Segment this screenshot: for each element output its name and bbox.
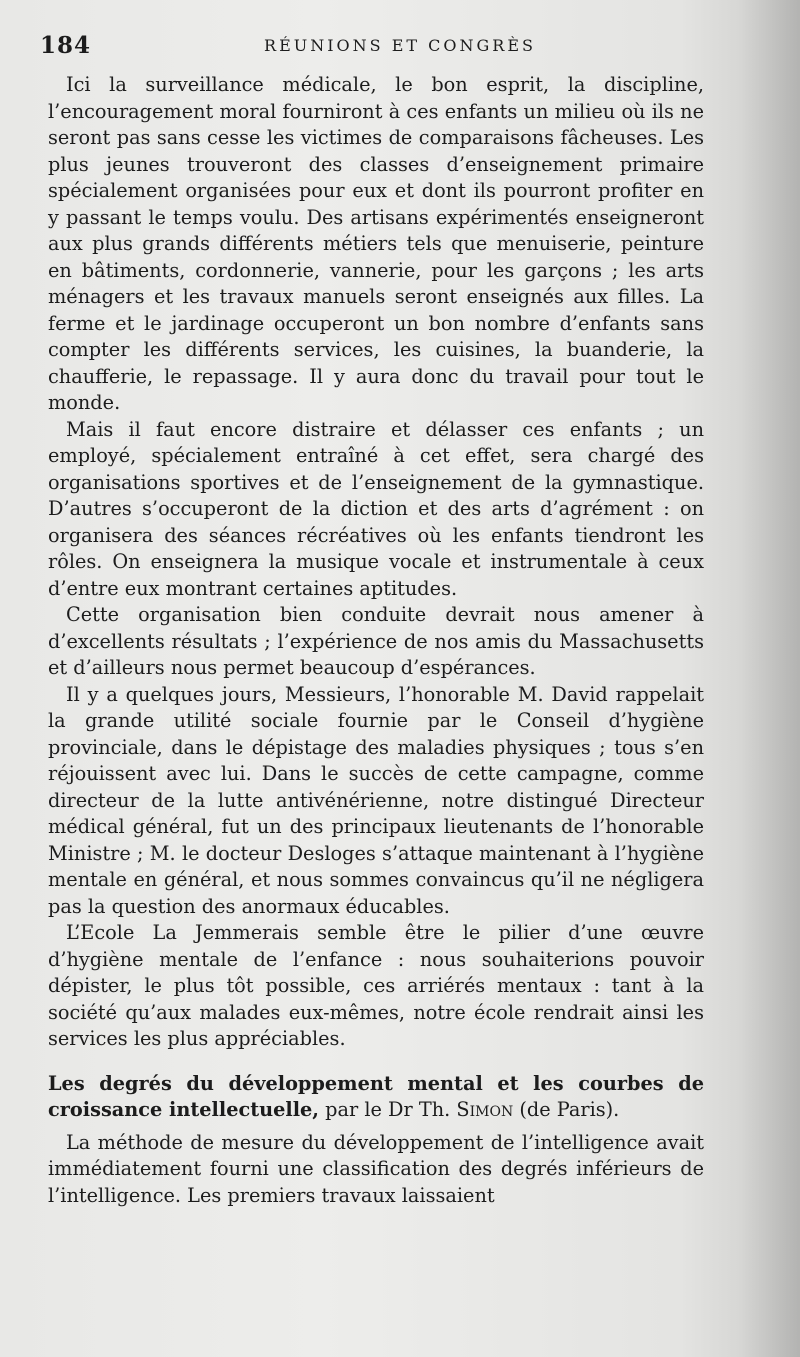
section-byline-prefix: par le Dr Th. [325, 1098, 451, 1121]
page-edge-shadow [740, 0, 800, 1357]
paragraph-methode: La méthode de mesure du développement de l’intelligence avait immédiatement fourni une classification des degrés inférieurs de l’intelligence. Les premiers travaux laissaient [48, 1130, 704, 1207]
page-number: 184 [40, 32, 92, 59]
paragraph-distraction: Mais il faut encore distraire et délasser ces enfants ; un employé, spécialement entraîné à cet effet, sera chargé des organisations sportives et de l’enseignement de la gymnastique. D’autres s’occuperont de la diction et des arts d’agrément : on organisera des séances récréatives où les enfants tiendront les rôles. On enseignera la musique vocale et instrumentale à ceux d’entre eux montrant certaines aptitudes. [48, 417, 704, 600]
paragraph-ecole: L’Ecole La Jemmerais semble être le pilier d’une œuvre d’hygiène mentale de l’enfance : nous souhaiterions pouvoir dépister, le plus tôt possible, ces arriérés mentaux : tant à la société qu’aux malades eux-mêmes, notre école rendrait ainsi les services les plus appréciables. [48, 921, 704, 1050]
paragraph-hygiene: Il y a quelques jours, Messieurs, l’honorable M. David rappelait la grande utilité sociale fournie par le Conseil d’hygiène provinciale, dans le dépistage des maladies physiques ; tous s’en réjouissent avec lui. Dans le succès de cette campagne, comme directeur de la lutte antivénérienne, notre distingué Directeur médical général, fut un des principaux lieutenants de l’honorable Ministre ; M. le docteur Desloges s’attaque maintenant à l’hygiène mentale en général, et nous sommes convaincus qu’il ne négligera pas la question des anormaux éducables. [48, 682, 704, 918]
running-title: RÉUNIONS ET CONGRÈS [264, 36, 536, 55]
section-byline-suffix: (de Paris). [519, 1098, 620, 1121]
page-header [40, 30, 760, 64]
paragraph-surveillance: Ici la surveillance médicale, le bon esprit, la discipline, l’encouragement moral fourniront à ces enfants un milieu où ils ne seront pas sans cesse les victimes de comparaisons fâcheuses. Les plus jeunes trouveront des classes d’enseignement primaire spécialement organisées pour eux et dont ils pourront profiter en y passant le temps voulu. Des artisans expérimentés enseigneront aux plus grands différents métiers tels que menuiserie, peinture en bâtiments, cordonnerie, vannerie, pour les garçons ; les arts ménagers et les travaux manuels seront enseignés aux filles. La ferme et le jardinage occuperont un bon nombre d’enfants sans compter les différents services, les cuisines, la buanderie, la chaufferie, le repassage. Il y aura donc du travail pour tout le monde. [48, 73, 704, 414]
section-title [48, 1071, 704, 1124]
section-author-surname: Simon [456, 1098, 514, 1121]
section-title-text: Les degrés du développement mental et les courbes de croissance intellectuelle, [48, 1071, 704, 1121]
body-text [48, 72, 704, 1209]
paragraph-organisation: Cette organisation bien conduite devrait nous amener à d’excellents résultats ; l’expérience de nos amis du Massachusetts et d’ailleurs nous permet beaucoup d’espérances. [48, 603, 704, 679]
